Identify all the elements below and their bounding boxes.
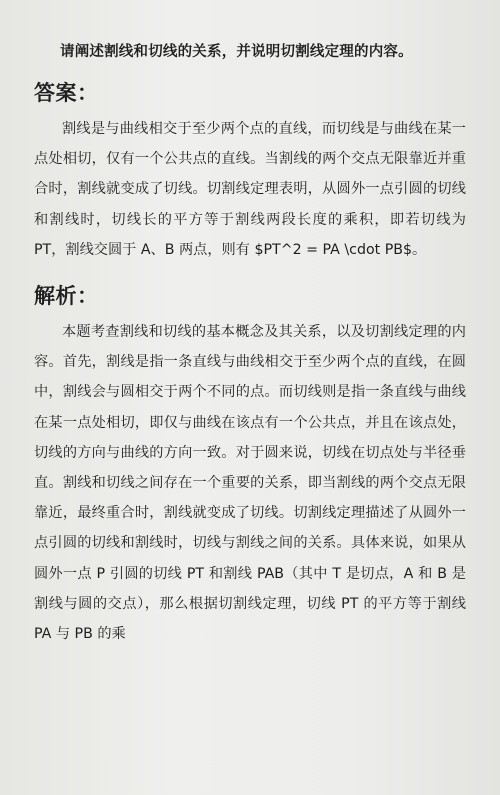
question-text: 请阐述割线和切线的关系，并说明切割线定理的内容。	[60, 44, 413, 60]
analysis-paragraph: 本题考查割线和切线的基本概念及其关系，以及切割线定理的内容。首先，割线是指一条直线与曲线相交于至少两个点的直线，在圆中，割线会与圆相交于两个不同的点。而切线则是指一条直线与曲线在某一点处相切，即仅与曲线在该点有一个公共点，并且在该点处，切线的方向与曲线的方向一致。对于圆来说，切线在切点处与半径垂直。割线和切线之间存在一个重要的关系，即当割线的两个交点无限靠近，最终重合时，割线就变成了切线。切割线定理描述了从圆外一点引圆的切线和割线时，切线与割线之间的关系。具体来说，如果从圆外一点 P 引圆的切线 PT 和割线 PAB（其中 T 是切点，A 和 B 是割线与圆的交点），那么根据切割线定理，切线 PT 的平方等于割线 PA 与 PB 的乘	[34, 324, 466, 643]
answer-heading: 答案：	[34, 81, 99, 105]
answer-paragraph: 割线是与曲线相交于至少两个点的直线，而切线是与曲线在某一点处相切，仅有一个公共点的直线。当割线的两个交点无限靠近并重合时，割线就变成了切线。切割线定理表明，从圆外一点引圆的切线和割线时，切线长的平方等于割线两段长度的乘积，即若切线为 PT，割线交圆于 A、B 两点，则有 $PT^2 = PA \cdot PB$。	[34, 121, 466, 258]
analysis-heading: 解析：	[34, 284, 99, 309]
